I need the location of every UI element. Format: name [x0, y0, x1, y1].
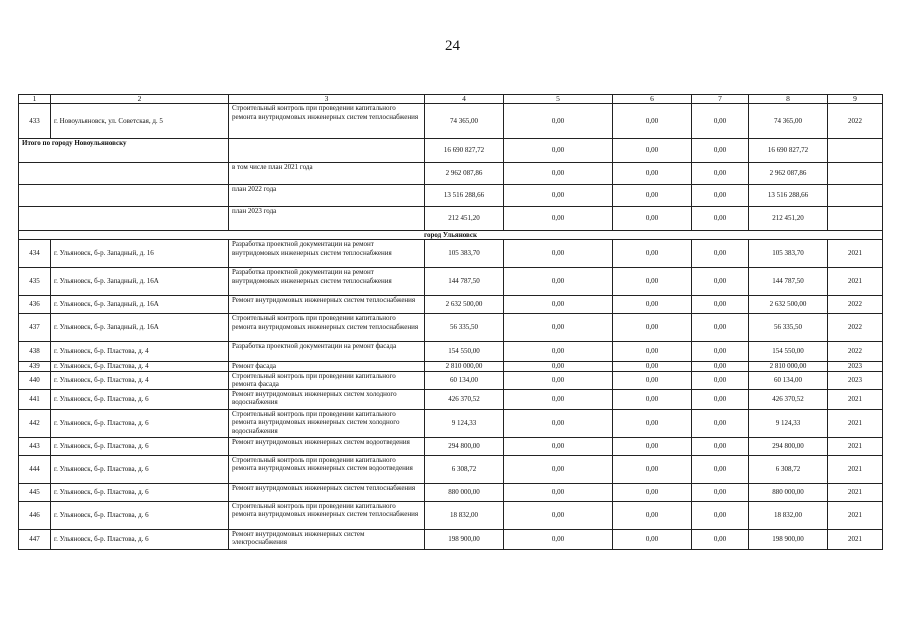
row-address: г. Ульяновск, б-р. Пластова, д. 4: [51, 362, 229, 372]
row-total-cost: 880 000,00: [425, 483, 504, 501]
row-total-cost: 6 308,72: [425, 455, 504, 483]
row-value-col6: 0,00: [613, 240, 692, 268]
row-number: 433: [19, 104, 51, 139]
row-total-cost: 198 900,00: [425, 529, 504, 549]
total-value-c7: 0,00: [692, 185, 749, 207]
row-value-col5: 0,00: [504, 389, 613, 409]
row-work-type: Разработка проектной документации на ремонт внутридомовых инженерных систем теплоснабжения: [229, 268, 425, 296]
row-value-col7: 0,00: [692, 296, 749, 314]
row-fund-cost: 144 787,50: [749, 268, 828, 296]
total-row: [19, 163, 883, 185]
total-year: [828, 163, 883, 185]
row-year: 2022: [828, 314, 883, 342]
column-number: 9: [828, 95, 883, 104]
total-plan-label: в том числе план 2021 года: [229, 163, 425, 185]
repair-program-table: [18, 94, 883, 550]
row-year: 2022: [828, 342, 883, 362]
total-year: [828, 207, 883, 231]
row-value-col6: 0,00: [613, 501, 692, 529]
total-plan-label: план 2023 года: [229, 207, 425, 231]
row-value-col7: 0,00: [692, 371, 749, 389]
column-number: 2: [51, 95, 229, 104]
row-address: г. Ульяновск, б-р. Западный, д. 16А: [51, 314, 229, 342]
total-value-c8: 2 962 087,86: [749, 163, 828, 185]
row-number: 447: [19, 529, 51, 549]
row-value-col6: 0,00: [613, 296, 692, 314]
total-label: Итого по городу Новоульяновску: [19, 139, 229, 163]
total-value-c4: 2 962 087,86: [425, 163, 504, 185]
row-number: 436: [19, 296, 51, 314]
row-fund-cost: 9 124,33: [749, 409, 828, 437]
row-number: 443: [19, 437, 51, 455]
row-value-col6: 0,00: [613, 268, 692, 296]
total-value-c5: 0,00: [504, 163, 613, 185]
row-value-col5: 0,00: [504, 240, 613, 268]
row-address: г. Ульяновск, б-р. Западный, д. 16А: [51, 268, 229, 296]
row-address: г. Ульяновск, б-р. Западный, д. 16: [51, 240, 229, 268]
total-row: [19, 207, 883, 231]
row-value-col5: 0,00: [504, 268, 613, 296]
row-year: 2022: [828, 104, 883, 139]
row-value-col6: 0,00: [613, 409, 692, 437]
column-number: 8: [749, 95, 828, 104]
row-total-cost: 56 335,50: [425, 314, 504, 342]
total-value-c4: 16 690 827,72: [425, 139, 504, 163]
row-value-col7: 0,00: [692, 240, 749, 268]
column-number: 7: [692, 95, 749, 104]
row-total-cost: 60 134,00: [425, 371, 504, 389]
row-value-col5: 0,00: [504, 409, 613, 437]
total-value-c4: 212 451,20: [425, 207, 504, 231]
row-total-cost: 2 810 000,00: [425, 362, 504, 372]
row-value-col7: 0,00: [692, 268, 749, 296]
row-value-col7: 0,00: [692, 483, 749, 501]
table-row: [19, 455, 883, 483]
row-number: 440: [19, 371, 51, 389]
row-total-cost: 426 370,52: [425, 389, 504, 409]
row-address: г. Ульяновск, б-р. Пластова, д. 6: [51, 437, 229, 455]
table-row: [19, 437, 883, 455]
row-fund-cost: 56 335,50: [749, 314, 828, 342]
total-year: [828, 185, 883, 207]
row-value-col6: 0,00: [613, 455, 692, 483]
total-value-c7: 0,00: [692, 163, 749, 185]
row-value-col6: 0,00: [613, 437, 692, 455]
total-value-c4: 13 516 288,66: [425, 185, 504, 207]
total-row: [19, 139, 883, 163]
row-value-col6: 0,00: [613, 104, 692, 139]
row-value-col6: 0,00: [613, 529, 692, 549]
total-value-c6: 0,00: [613, 207, 692, 231]
column-number: 6: [613, 95, 692, 104]
row-total-cost: 294 800,00: [425, 437, 504, 455]
column-number: 5: [504, 95, 613, 104]
row-year: 2021: [828, 501, 883, 529]
table-body: [19, 95, 883, 550]
row-fund-cost: 74 365,00: [749, 104, 828, 139]
row-year: 2022: [828, 296, 883, 314]
row-value-col7: 0,00: [692, 389, 749, 409]
section-title: город Ульяновск: [19, 231, 883, 240]
column-number: 4: [425, 95, 504, 104]
row-number: 441: [19, 389, 51, 409]
row-year: 2021: [828, 529, 883, 549]
row-address: г. Ульяновск, б-р. Пластова, д. 4: [51, 371, 229, 389]
row-fund-cost: 105 383,70: [749, 240, 828, 268]
row-year: 2021: [828, 437, 883, 455]
row-value-col7: 0,00: [692, 529, 749, 549]
row-fund-cost: 154 550,00: [749, 342, 828, 362]
row-work-type: Строительный контроль при проведении капитального ремонта внутридомовых инженерных систем водоотведения: [229, 455, 425, 483]
row-year: 2021: [828, 240, 883, 268]
row-work-type: Ремонт фасада: [229, 362, 425, 372]
row-year: 2021: [828, 409, 883, 437]
row-number: 445: [19, 483, 51, 501]
row-address: г. Ульяновск, б-р. Пластова, д. 6: [51, 455, 229, 483]
row-number: 439: [19, 362, 51, 372]
row-value-col7: 0,00: [692, 362, 749, 372]
row-total-cost: 144 787,50: [425, 268, 504, 296]
total-value-c7: 0,00: [692, 207, 749, 231]
total-plan-label: [229, 139, 425, 163]
row-value-col6: 0,00: [613, 483, 692, 501]
table-row: [19, 529, 883, 549]
row-year: 2021: [828, 455, 883, 483]
row-address: г. Ульяновск, б-р. Пластова, д. 6: [51, 529, 229, 549]
table-row: [19, 342, 883, 362]
row-number: 437: [19, 314, 51, 342]
row-address: г. Ульяновск, б-р. Пластова, д. 6: [51, 409, 229, 437]
total-plan-label: план 2022 года: [229, 185, 425, 207]
row-work-type: Строительный контроль при проведении капитального ремонта фасада: [229, 371, 425, 389]
row-total-cost: 18 832,00: [425, 501, 504, 529]
row-fund-cost: 18 832,00: [749, 501, 828, 529]
row-fund-cost: 294 800,00: [749, 437, 828, 455]
row-value-col7: 0,00: [692, 437, 749, 455]
table-row: [19, 483, 883, 501]
row-year: 2021: [828, 483, 883, 501]
total-value-c6: 0,00: [613, 139, 692, 163]
table-row: [19, 240, 883, 268]
row-fund-cost: 426 370,52: [749, 389, 828, 409]
table-row: [19, 268, 883, 296]
total-value-c6: 0,00: [613, 163, 692, 185]
row-work-type: Ремонт внутридомовых инженерных систем холодного водоснабжения: [229, 389, 425, 409]
row-work-type: Ремонт внутридомовых инженерных систем водоотведения: [229, 437, 425, 455]
table-row: [19, 296, 883, 314]
row-number: 434: [19, 240, 51, 268]
table-row: [19, 389, 883, 409]
row-work-type: Ремонт внутридомовых инженерных систем теплоснабжения: [229, 483, 425, 501]
table-row: [19, 409, 883, 437]
table-row: [19, 371, 883, 389]
row-work-type: Ремонт внутридомовых инженерных систем электроснабжения: [229, 529, 425, 549]
row-value-col5: 0,00: [504, 371, 613, 389]
section-row: [19, 231, 883, 240]
row-value-col6: 0,00: [613, 342, 692, 362]
row-address: г. Ульяновск, б-р. Пластова, д. 4: [51, 342, 229, 362]
row-fund-cost: 2 632 500,00: [749, 296, 828, 314]
row-value-col7: 0,00: [692, 501, 749, 529]
row-work-type: Разработка проектной документации на ремонт внутридомовых инженерных систем теплоснабжения: [229, 240, 425, 268]
total-label: [19, 185, 229, 207]
row-address: г. Ульяновск, б-р. Пластова, д. 6: [51, 501, 229, 529]
row-year: 2023: [828, 371, 883, 389]
total-label: [19, 163, 229, 185]
row-work-type: Строительный контроль при проведении капитального ремонта внутридомовых инженерных систем теплоснабжения: [229, 501, 425, 529]
total-value-c8: 13 516 288,66: [749, 185, 828, 207]
row-work-type: Строительный контроль при проведении капитального ремонта внутридомовых инженерных систем холодного водоснабжения: [229, 409, 425, 437]
row-number: 438: [19, 342, 51, 362]
row-value-col7: 0,00: [692, 314, 749, 342]
row-value-col7: 0,00: [692, 342, 749, 362]
row-total-cost: 74 365,00: [425, 104, 504, 139]
total-value-c7: 0,00: [692, 139, 749, 163]
row-value-col5: 0,00: [504, 529, 613, 549]
row-number: 442: [19, 409, 51, 437]
page-number: 24: [445, 38, 460, 54]
table-row: [19, 104, 883, 139]
row-address: г. Ульяновск, б-р. Пластова, д. 6: [51, 389, 229, 409]
row-year: 2021: [828, 389, 883, 409]
row-fund-cost: 2 810 000,00: [749, 362, 828, 372]
row-value-col6: 0,00: [613, 389, 692, 409]
row-value-col5: 0,00: [504, 501, 613, 529]
row-value-col5: 0,00: [504, 483, 613, 501]
total-value-c6: 0,00: [613, 185, 692, 207]
row-year: 2023: [828, 362, 883, 372]
row-address: г. Новоульяновск, ул. Советская, д. 5: [51, 104, 229, 139]
row-value-col5: 0,00: [504, 455, 613, 483]
row-work-type: Строительный контроль при проведении капитального ремонта внутридомовых инженерных систем теплоснабжения: [229, 104, 425, 139]
row-value-col5: 0,00: [504, 437, 613, 455]
row-number: 435: [19, 268, 51, 296]
row-fund-cost: 60 134,00: [749, 371, 828, 389]
total-value-c8: 16 690 827,72: [749, 139, 828, 163]
total-year: [828, 139, 883, 163]
row-address: г. Ульяновск, б-р. Западный, д. 16А: [51, 296, 229, 314]
row-value-col5: 0,00: [504, 362, 613, 372]
total-value-c5: 0,00: [504, 139, 613, 163]
row-value-col5: 0,00: [504, 342, 613, 362]
total-value-c8: 212 451,20: [749, 207, 828, 231]
column-number: 3: [229, 95, 425, 104]
row-number: 444: [19, 455, 51, 483]
row-fund-cost: 880 000,00: [749, 483, 828, 501]
row-value-col5: 0,00: [504, 296, 613, 314]
row-value-col5: 0,00: [504, 104, 613, 139]
row-work-type: Ремонт внутридомовых инженерных систем теплоснабжения: [229, 296, 425, 314]
row-fund-cost: 6 308,72: [749, 455, 828, 483]
total-label: [19, 207, 229, 231]
row-total-cost: 105 383,70: [425, 240, 504, 268]
row-fund-cost: 198 900,00: [749, 529, 828, 549]
total-value-c5: 0,00: [504, 207, 613, 231]
column-number: 1: [19, 95, 51, 104]
row-value-col7: 0,00: [692, 409, 749, 437]
row-value-col6: 0,00: [613, 362, 692, 372]
row-value-col7: 0,00: [692, 104, 749, 139]
row-address: г. Ульяновск, б-р. Пластова, д. 6: [51, 483, 229, 501]
total-row: [19, 185, 883, 207]
row-value-col6: 0,00: [613, 314, 692, 342]
row-total-cost: 9 124,33: [425, 409, 504, 437]
row-total-cost: 154 550,00: [425, 342, 504, 362]
row-value-col5: 0,00: [504, 314, 613, 342]
row-total-cost: 2 632 500,00: [425, 296, 504, 314]
row-work-type: Строительный контроль при проведении капитального ремонта внутридомовых инженерных систем теплоснабжения: [229, 314, 425, 342]
column-number-header-row: [19, 95, 883, 104]
total-value-c5: 0,00: [504, 185, 613, 207]
table-row: [19, 501, 883, 529]
row-value-col7: 0,00: [692, 455, 749, 483]
row-work-type: Разработка проектной документации на ремонт фасада: [229, 342, 425, 362]
row-value-col6: 0,00: [613, 371, 692, 389]
table-row: [19, 362, 883, 372]
row-year: 2021: [828, 268, 883, 296]
table-row: [19, 314, 883, 342]
row-number: 446: [19, 501, 51, 529]
